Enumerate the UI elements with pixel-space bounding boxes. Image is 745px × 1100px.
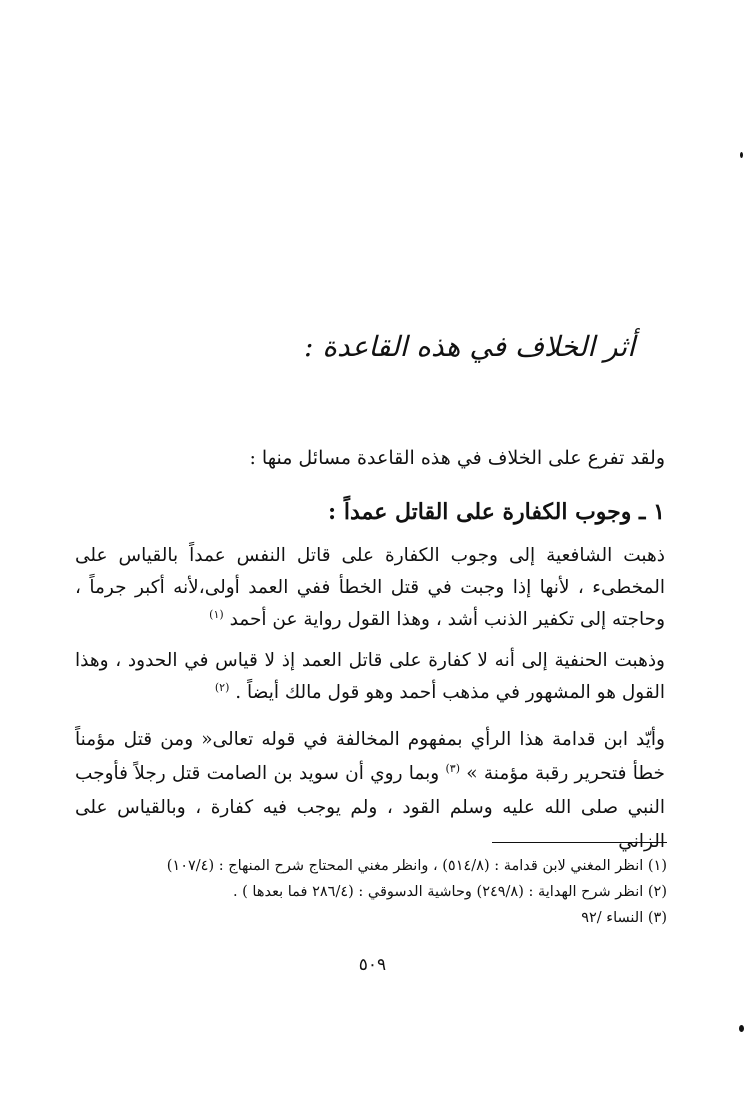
paragraph-text-continued: وبما روي أن سويد بن الصامت قتل رجلاً فأوجب النبي صلى الله عليه وسلم القود ، ولم يوجب فيه كفارة ، وبالقياس على الزاني bbox=[75, 763, 665, 852]
footnote-ref: (١) bbox=[209, 607, 224, 621]
footnote-ref: (٢) bbox=[214, 680, 230, 694]
section-heading: أثر الخلاف في هذه القاعدة : bbox=[303, 330, 635, 363]
footnote-separator bbox=[492, 842, 667, 843]
paragraph-shafii bbox=[75, 540, 665, 636]
footnotes bbox=[67, 853, 667, 931]
paragraph-text: وذهبت الحنفية إلى أنه لا كفارة على قاتل العمد إذ لا قياس في الحدود ، وهذا القول هو المشهور في مذهب أحمد وهو قول مالك أيضاً . bbox=[75, 650, 665, 703]
footnote-ref: (٣) bbox=[445, 761, 460, 775]
paragraph-text: وأيّد ابن قدامة هذا الرأي بمفهوم المخالفة في قوله تعالى« ومن قتل مؤمناً خطأ فتحرير رقبة مؤمنة » bbox=[75, 729, 665, 784]
issue-title: ١ ـ وجوب الكفارة على القاتل عمداً : bbox=[328, 499, 665, 525]
page-number: ٥٠٩ bbox=[358, 955, 387, 975]
intro-sentence: ولقد تفرع على الخلاف في هذه القاعدة مسائل منها : bbox=[249, 447, 665, 469]
scan-speck bbox=[739, 1025, 744, 1032]
paragraph-text: ذهبت الشافعية إلى وجوب الكفارة على قاتل النفس عمداً بالقياس على المخطىء ، لأنها إذا وجبت في قتل الخطأ ففي العمد أولى،لأنه أكبر جرماً ، وحاجته إلى تكفير الذنب أشد ، وهذا القول رواية عن أحمد bbox=[75, 545, 665, 630]
paragraph-ibn-qudama bbox=[75, 723, 665, 859]
footnote-item: (٣) النساء /٩٢ bbox=[581, 910, 667, 926]
footnote-item: (٢) انظر شرح الهداية : (٢٤٩/٨) وحاشية الدسوقي : (٢٨٦/٤ فما بعدها ) . bbox=[232, 884, 667, 900]
paragraph-hanafi bbox=[75, 645, 665, 709]
footnote-item: (١) انظر المغني لابن قدامة : (٥١٤/٨) ، وانظر مغني المحتاج شرح المنهاج : (١٠٧/٤) bbox=[166, 858, 667, 874]
scan-speck bbox=[740, 152, 743, 158]
